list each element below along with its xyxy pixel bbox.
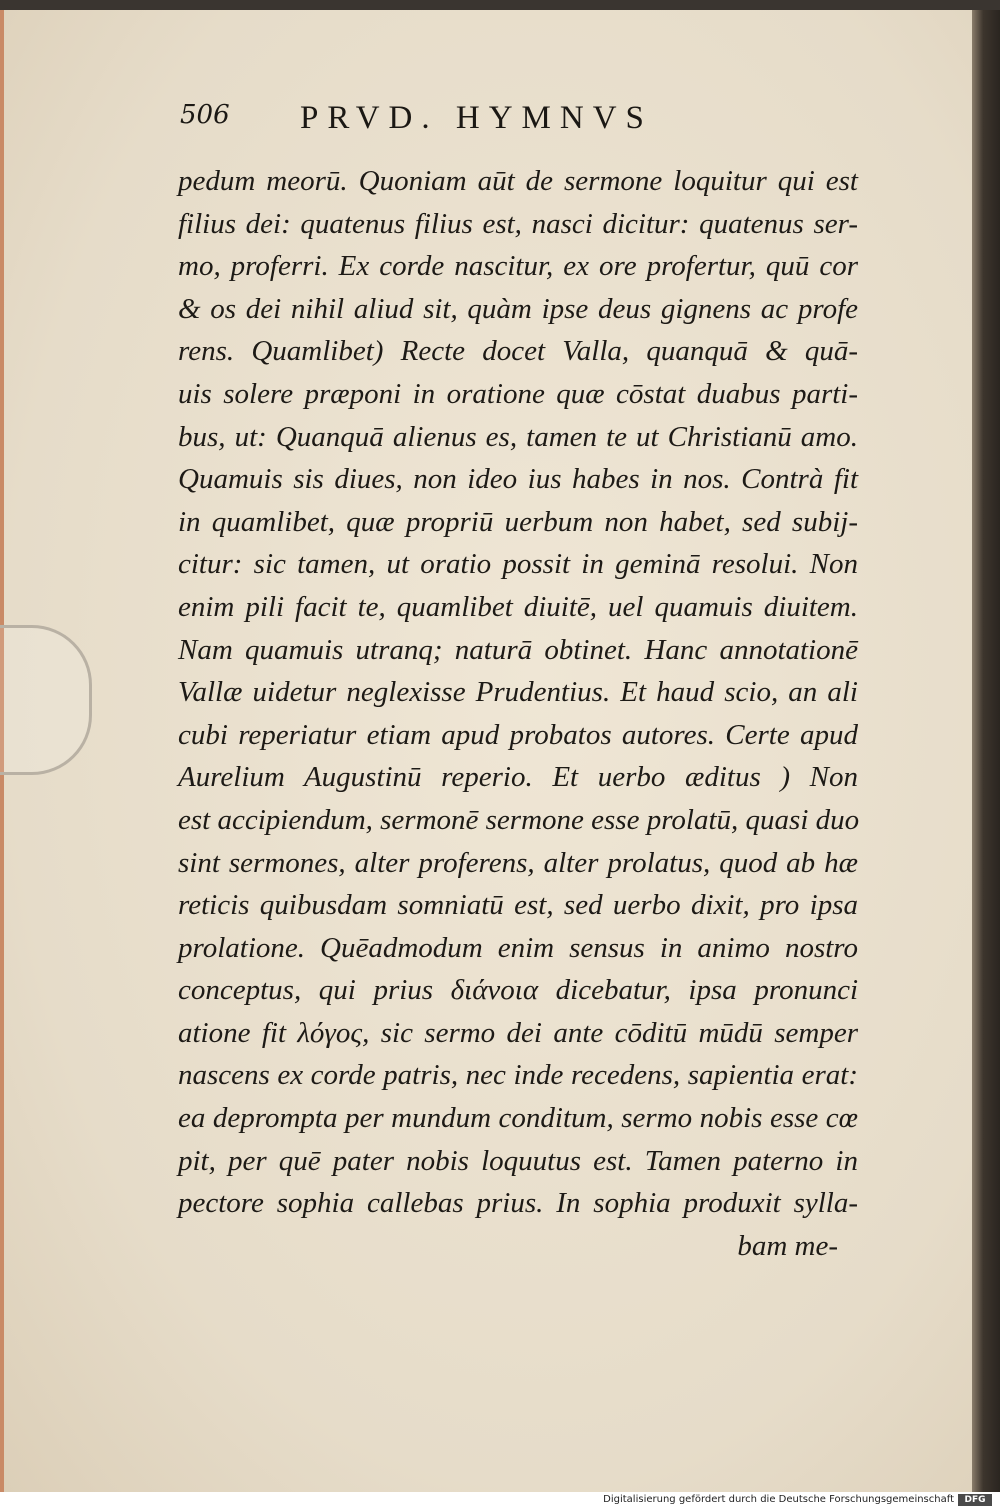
page-tab-marker [0, 625, 92, 775]
page-header [180, 100, 820, 146]
dfg-logo: DFG [958, 1494, 992, 1506]
text-line: Quamuis sis diues, non ideo ius habes in nos. Contrà fit [178, 463, 858, 496]
running-head: PRVD. HYMNVS [300, 100, 653, 136]
text-line: pit, per quē pater nobis loquutus est. Tamen paterno in [178, 1144, 858, 1177]
text-line: rens. Quamlibet) Recte docet Valla, quanquā & quā- [178, 335, 858, 368]
text-line: in quamlibet, quæ propriū uerbum non habet, sed subij- [178, 505, 858, 538]
digitization-footer [0, 1492, 1000, 1508]
text-line: pedum meorū. Quoniam aūt de sermone loquitur qui est [178, 165, 858, 197]
page-number: 506 [180, 100, 230, 130]
text-line: mo, proferri. Ex corde nascitur, ex ore profertur, quū cor [178, 250, 858, 283]
text-line: uis solere præponi in oratione quæ cōstat duabus parti- [178, 377, 858, 410]
text-line: Vallæ uidetur neglexisse Prudentius. Et haud scio, an ali [178, 676, 858, 709]
text-line: Nam quamuis utranq; naturā obtinet. Hanc annotationē [178, 633, 858, 666]
text-line: enim pili facit te, quamlibet diuitē, uel quamuis diuitem. [178, 590, 858, 623]
text-line: sint sermones, alter proferens, alter prolatus, quod ab hæ [178, 846, 858, 879]
text-line: conceptus, qui prius διάνοια dicebatur, ipsa pronunci [178, 974, 858, 1007]
text-line: prolatione. Quēadmodum enim sensus in animo nostro [178, 931, 858, 964]
catchword: bam me- [737, 1229, 838, 1262]
text-line: citur: sic tamen, ut oratio possit in geminā resolui. Non [178, 548, 858, 581]
text-line: Aurelium Augustinū reperio. Et uerbo æditus ) Non [178, 761, 858, 794]
text-line: bus, ut: Quanquā alienus es, tamen te ut Christianū amo. [178, 420, 858, 453]
page-gutter [972, 10, 1000, 1492]
text-line: cubi reperiatur etiam apud probatos autores. Certe apud [178, 718, 858, 751]
text-line: pectore sophia callebas prius. In sophia produxit sylla- [178, 1187, 858, 1220]
funding-credit: Digitalisierung gefördert durch die Deutsche Forschungsgemeinschaft [603, 1494, 954, 1505]
text-line: ea deprompta per mundum conditum, sermo nobis esse cœ [178, 1102, 858, 1135]
text-line: filius dei: quatenus filius est, nasci dicitur: quatenus ser- [178, 207, 858, 240]
text-line: atione fit λόγος, sic sermo dei ante cōditū mūdū semper [178, 1016, 858, 1049]
text-line: & os dei nihil aliud sit, quàm ipse deus gignens ac profe [178, 292, 858, 325]
text-line: reticis quibusdam somniatū est, sed uerbo dixit, pro ipsa [178, 889, 858, 922]
body-text [178, 160, 858, 1267]
text-line: est accipiendum, sermonē sermone esse prolatū, quasi duo [178, 803, 860, 836]
text-line: nascens ex corde patris, nec inde recedens, sapientia erat: [178, 1059, 858, 1092]
